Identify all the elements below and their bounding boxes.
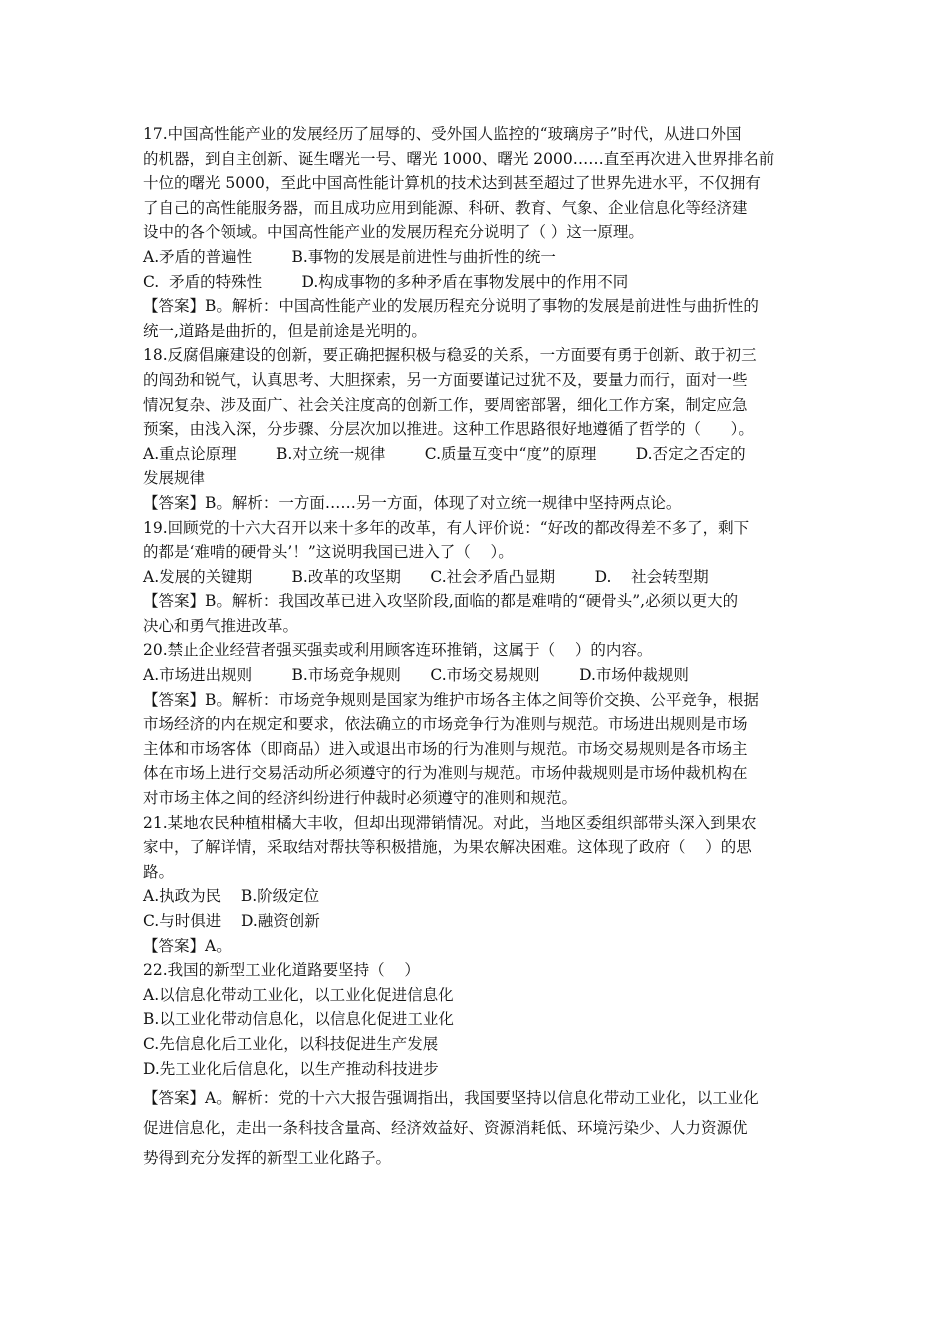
option-line: D.先工业化后信息化，以生产推动科技进步 <box>143 1059 439 1078</box>
text-line: 对市场主体之间的经济纠纷进行仲裁时必须遵守的准则和规范。 <box>143 789 578 808</box>
text-line: 预案，由浅入深，分步骤、分层次加以推进。这种工作思路很好地遵循了哲学的（ ）。 <box>143 420 754 439</box>
text-line: 21.某地农民种植柑橘大丰收，但却出现滞销情况。对此，当地区委组织部带头深入到果农 <box>143 813 757 832</box>
text-line: 的机器，到自主创新、诞生曙光一号、曙光 1000、曙光 2000……直至再次进入世界排名前 <box>143 149 775 168</box>
question-18 <box>143 343 813 515</box>
option-line: A.发展的关键期 B.改革的攻坚期 C.社会矛盾凸显期 D. 社会转型期 <box>143 567 709 586</box>
text-line: 势得到充分发挥的新型工业化路子。 <box>143 1149 392 1168</box>
option-line: A.以信息化带动工业化，以工业化促进信息化 <box>143 985 454 1004</box>
question-stem <box>143 958 813 983</box>
question-options <box>143 442 813 491</box>
text-line: 17.中国高性能产业的发展经历了屈辱的、受外国人监控的“玻璃房子”时代，从进口外国 <box>143 125 742 143</box>
option-line: C.与时俱进 D.融资创新 <box>143 912 320 930</box>
answer-explanation <box>143 294 813 343</box>
text-line: 促进信息化，走出一条科技含量高、经济效益好、资源消耗低、环境污染少、人力资源优 <box>143 1119 748 1138</box>
answer-explanation <box>143 934 813 959</box>
option-line: A.重点论原理 B.对立统一规律 C.质量互变中“度”的原理 D.否定之否定的 <box>143 444 746 463</box>
text-line: 【答案】B。解析：我国改革已进入攻坚阶段,面临的都是难啃的“硬骨头”,必须以更大的 <box>143 592 739 611</box>
text-line: 20.禁止企业经营者强买强卖或利用顾客连环推销，这属于（ ）的内容。 <box>143 641 653 660</box>
text-line: 十位的曙光 5000，至此中国高性能计算机的技术达到甚至超过了世界先进水平，不仅拥有 <box>143 174 761 193</box>
question-stem <box>143 516 813 565</box>
text-line: 情况复杂、涉及面广、社会关注度高的创新工作，要周密部署，细化工作方案，制定应急 <box>143 395 748 414</box>
text-line: 【答案】B。解析：一方面……另一方面，体现了对立统一规律中坚持两点论。 <box>143 493 682 512</box>
answer-explanation <box>143 1083 813 1173</box>
text-line: 路。 <box>143 862 175 881</box>
option-line: C. 矛盾的特殊性 D.构成事物的多种矛盾在事物发展中的作用不同 <box>143 272 629 291</box>
question-17 <box>143 122 813 343</box>
question-19 <box>143 516 813 639</box>
question-stem <box>143 122 813 245</box>
text-line: 设中的各个领域。中国高性能产业的发展历程充分说明了（ ）这一原理。 <box>143 223 644 242</box>
option-line: 发展规律 <box>143 469 206 488</box>
question-options <box>143 983 813 1081</box>
question-options <box>143 884 813 933</box>
text-line: 【答案】A。 <box>143 936 232 955</box>
question-22 <box>143 958 813 1173</box>
option-line: B.以工业化带动信息化，以信息化促进工业化 <box>143 1010 454 1029</box>
text-line: 18.反腐倡廉建设的创新，要正确把握积极与稳妥的关系，一方面要有勇于创新、敢于初三 <box>143 346 757 365</box>
text-line: 的闯劲和锐气，认真思考、大胆探索，另一方面要谨记过犹不及，要量力而行，面对一些 <box>143 370 748 389</box>
text-line: 家中，了解详情，采取结对帮扶等积极措施，为果农解决困难。这体现了政府（ ）的思 <box>143 838 752 857</box>
answer-explanation <box>143 491 813 516</box>
option-line: C.先信息化后工业化，以科技促进生产发展 <box>143 1034 439 1053</box>
text-line: 统一,道路是曲折的，但是前途是光明的。 <box>143 321 427 340</box>
text-line: 22.我国的新型工业化道路要坚持（ ） <box>143 961 420 980</box>
text-line: 体在市场上进行交易活动所必须遵守的行为准则与规范。市场仲裁规则是市场仲裁机构在 <box>143 764 748 783</box>
option-line: A.执政为民 B.阶级定位 <box>143 887 320 906</box>
option-line: A.市场进出规则 B.市场竞争规则 C.市场交易规则 D.市场仲裁规则 <box>143 666 689 685</box>
question-stem <box>143 638 813 663</box>
question-20 <box>143 638 813 810</box>
question-options <box>143 663 813 688</box>
option-line: A.矛盾的普遍性 B.事物的发展是前进性与曲折性的统一 <box>143 247 556 266</box>
question-options <box>143 565 813 590</box>
text-line: 了自己的高性能服务器，而且成功应用到能源、科研、教育、气象、企业信息化等经济建 <box>143 198 748 217</box>
question-stem <box>143 343 813 441</box>
question-21 <box>143 811 813 959</box>
document-page <box>143 122 813 1173</box>
question-stem <box>143 811 813 885</box>
text-line: 主体和市场客体（即商品）进入或退出市场的行为准则与规范。市场交易规则是各市场主 <box>143 739 748 758</box>
answer-explanation <box>143 688 813 811</box>
text-line: 决心和勇气推进改革。 <box>143 616 299 635</box>
question-options <box>143 245 813 294</box>
text-line: 【答案】B。解析：中国高性能产业的发展历程充分说明了事物的发展是前进性与曲折性的 <box>143 297 759 316</box>
text-line: 的都是‘难啃的硬骨头’！”这说明我国已进入了（ ）。 <box>143 543 514 562</box>
text-line: 【答案】A。解析：党的十六大报告强调指出，我国要坚持以信息化带动工业化，以工业化 <box>143 1089 759 1108</box>
answer-explanation <box>143 589 813 638</box>
text-line: 19.回顾党的十六大召开以来十多年的改革，有人评价说：“好改的都改得差不多了，剩下 <box>143 518 750 537</box>
text-line: 【答案】B。解析：市场竞争规则是国家为维护市场各主体之间等价交换、公平竞争，根据 <box>143 690 759 709</box>
text-line: 市场经济的内在规定和要求，依法确立的市场竞争行为准则与规范。市场进出规则是市场 <box>143 715 748 734</box>
